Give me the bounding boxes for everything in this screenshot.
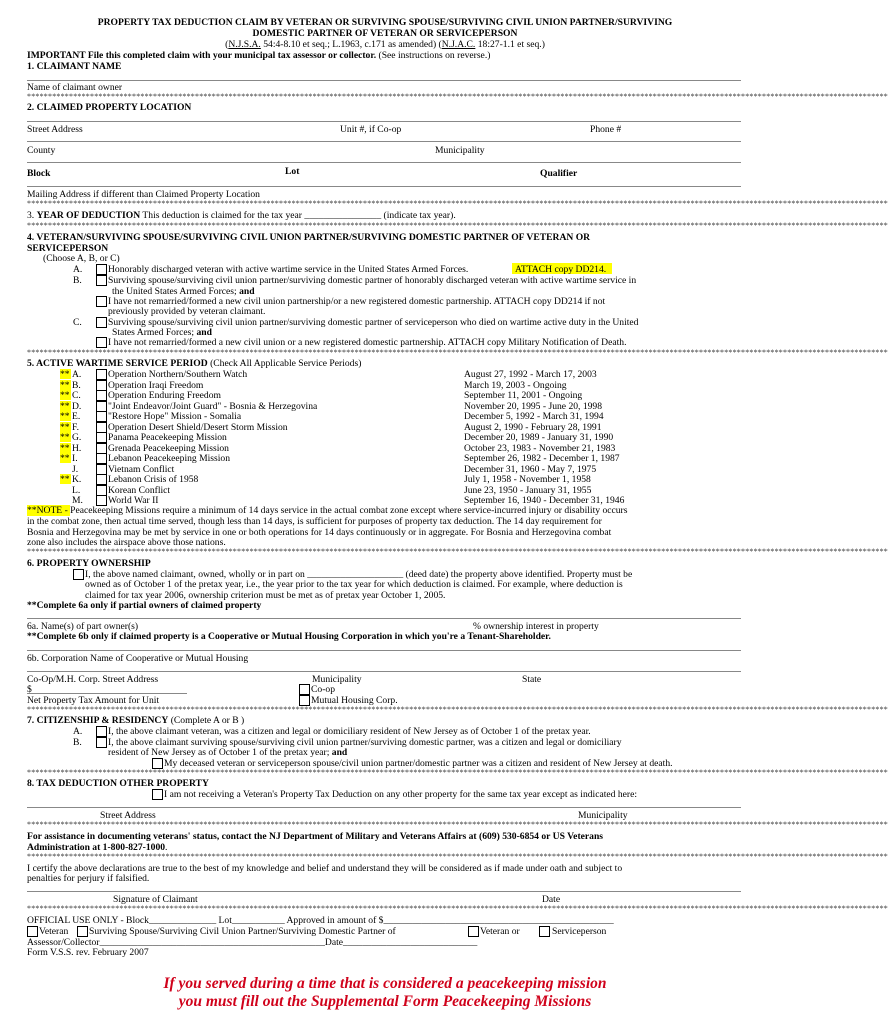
star-divider: ************************************************************************************************************************************************************************************************************* [27,705,888,714]
period-name: "Restore Hope" Mission - Somalia [108,411,242,422]
address-line[interactable] [27,121,741,122]
claimant-name-label: Name of claimant owner [27,82,123,93]
period-name: Panama Peacekeeping Mission [108,432,227,443]
period-dates: August 27, 1992 - March 17, 2003 [464,369,597,380]
important-notice: IMPORTANT File this completed claim with your municipal tax assessor or collector. (See instructions on reverse.) [27,50,491,61]
official-serviceperson-label: Serviceperson [552,926,607,937]
period-checkbox[interactable] [96,380,107,391]
coop-state-label: State [522,674,542,685]
period-letter: M. [72,495,83,506]
star-divider: ************************************************************************************************************************************************************************************************************* [27,221,888,230]
other-street-label: Street Address [100,810,156,821]
section6-heading: 6. PROPERTY OWNERSHIP [27,558,151,569]
option-a-text: Honorably discharged veteran with active wartime service in the United States Armed Forces. [108,264,469,275]
period-marker: ** [60,400,70,412]
signature-line[interactable] [27,891,741,892]
option-7b-text2: resident of New Jersey as of October 1 of the pretax year; and [108,747,348,758]
period-checkbox[interactable] [96,390,107,401]
checkbox-official-veteran-or[interactable] [468,926,479,937]
period-marker: ** [60,442,70,454]
period-checkbox[interactable] [96,369,107,380]
certify-line2: penalties for perjury if falsified. [27,873,150,884]
county-line[interactable] [27,141,741,142]
other-municipality-label: Municipality [578,810,628,821]
net-tax-label: Net Property Tax Amount for Unit [27,695,160,706]
note-line4: zone also includes the airspace above those nations. [27,537,226,548]
assistance-line1: For assistance in documenting veterans' status, contact the NJ Department of Military and Veterans Affairs at (609) 530-6854 or US Veterans [27,831,604,842]
section1-heading: 1. CLAIMANT NAME [27,61,122,72]
period-marker: ** [60,411,70,422]
period-letter: G. [72,432,82,443]
period-letter: C. [72,390,81,401]
section7-heading-row: 7. CITIZENSHIP & RESIDENCY (Complete A or B ) [27,715,245,726]
checkbox-official-surviving[interactable] [77,926,88,937]
choose-instruction: (Choose A, B, or C) [43,253,120,264]
star-divider: ************************************************************************************************************************************************************************************************************* [27,199,888,208]
period-checkbox[interactable] [96,464,107,475]
option-b-text3: I have not remarried/formed a new civil union partnership/or a new registered domestic partnership. ATTACH copy DD214 if not [108,296,606,307]
option-c-letter: C. [73,317,82,328]
note-line1: **NOTE - Peacekeeping Missions require a minimum of 14 days service in the actual combat zone except where service-incurred injury or disability occurs [27,505,628,516]
block-label: Block [27,168,51,179]
section4-heading-line2: SERVICEPERSON [27,243,109,254]
period-name: Grenada Peacekeeping Mission [108,442,229,454]
period-marker: ** [60,474,70,485]
corp-name-line[interactable] [27,650,741,651]
period-letter: H. [72,442,82,454]
checkbox-6[interactable] [73,569,84,580]
period-marker: ** [60,432,70,443]
tax-amount-line[interactable] [27,693,187,694]
section4-heading: 4. VETERAN/SURVIVING SPOUSE/SURVIVING CIVIL UNION PARTNER/SURVIVING DOMESTIC PARTNER OF VETERAN OR [27,232,591,243]
official-veteran-label: Veteran [39,926,69,937]
period-name: Lebanon Crisis of 1958 [108,474,199,485]
star-divider: ************************************************************************************************************************************************************************************************************* [27,547,888,556]
complete-6b: **Complete 6b only if claimed property is a Cooperative or Mutual Housing Corporation in which you're a Tenant-Shareholder. [27,631,551,642]
period-marker: ** [60,421,70,433]
period-dates: October 23, 1983 - November 21, 1983 [464,442,616,454]
note-line2: in the combat zone, then actual time served, though less than 14 days, is sufficient for purposes of property tax deduction. The 14 day requirement for [27,516,602,527]
block-line[interactable] [27,162,741,163]
ownership-text3: claimed for tax year 2006, ownership criterion must be met as of pretax year October 1, 2005. [85,590,446,601]
other-property-text: I am not receiving a Veteran's Property Tax Deduction on any other property for the same tax year except as indicated here: [164,789,638,800]
county-label: County [27,145,56,156]
period-letter: B. [72,379,81,391]
form-title-line2: DOMESTIC PARTNER OF VETERAN OR SERVICEPERSON [252,28,518,39]
checkbox-4c-remarried[interactable] [96,337,107,348]
option-7a-text: I, the above claimant veteran, was a citizen and legal or domiciliary resident of New Jersey as of October 1 of the pretax year. [108,726,591,737]
checkbox-4b[interactable] [96,275,107,286]
option-7a-letter: A. [73,726,83,737]
period-dates: September 11, 2001 - Ongoing [464,390,583,401]
option-b-letter: B. [73,275,82,286]
period-name: Lebanon Peacekeeping Mission [108,453,231,464]
ownership-text1: I, the above named claimant, owned, wholly or in part on ____________________ (deed date) the property above identified. Property must be [85,569,633,580]
period-marker: ** [60,390,70,401]
option-c-text3: I have not remarried/formed a new civil union or a new registered domestic partnership. ATTACH copy Military Notification of Death. [108,337,627,348]
part-owners-label: 6a. Name(s) of part owner(s) [27,621,139,632]
period-dates: August 2, 1990 - February 28, 1991 [464,421,602,433]
period-checkbox[interactable] [96,432,107,443]
star-divider: ************************************************************************************************************************************************************************************************************* [27,852,888,861]
checkbox-8[interactable] [152,789,163,800]
ownership-pct-label: % ownership interest in property [473,621,599,632]
checkbox-official-veteran[interactable] [27,926,38,937]
dollar-sign: $ [27,684,32,695]
checkbox-7a[interactable] [96,726,107,737]
period-dates: September 16, 1940 - December 31, 1946 [464,495,625,506]
period-checkbox[interactable] [96,422,107,433]
official-use-line: OFFICIAL USE ONLY - Block______________ Lot___________ Approved in amount of $________________________________________________ [27,915,614,926]
mailing-address-label: Mailing Address if different than Claimed Property Location [27,189,260,200]
claimant-name-line[interactable] [27,80,741,81]
period-dates: September 26, 1982 - December 1, 1987 [464,453,620,464]
assistance-line2: Administration at 1-800-827-1000. [27,842,168,853]
period-name: World War II [108,495,159,506]
period-dates: June 23, 1950 - January 31, 1955 [464,484,592,496]
period-letter: L. [72,484,81,496]
period-dates: December 5, 1992 - March 31, 1994 [464,411,604,422]
coop-address-line[interactable] [27,671,741,672]
period-checkbox[interactable] [96,443,107,454]
period-checkbox[interactable] [96,411,107,422]
section3: 3. YEAR OF DEDUCTION This deduction is claimed for the tax year ________________ (indicate tax year). [27,210,456,221]
star-divider: ************************************************************************************************************************************************************************************************************* [27,768,888,777]
form-revision: Form V.S.S. rev. February 2007 [27,947,149,958]
statute-citation: (N.J.S.A. 54:4-8.10 et seq.; L.1963, c.171 as amended) (N.J.A.C. 18:27-1.1 et seq.) [225,39,545,50]
coop-label: Co-op [311,684,335,695]
option-7b-letter: B. [73,737,82,748]
official-surviving-label: Surviving Spouse/Surviving Civil Union Partner/Surviving Domestic Partner of [89,926,396,937]
period-name: Operation Enduring Freedom [108,390,221,401]
period-letter: A. [72,369,82,380]
period-marker: ** [60,379,70,391]
period-dates: July 1, 1958 - November 1, 1958 [464,474,591,485]
checkbox-official-serviceperson[interactable] [539,926,550,937]
mutual-housing-label: Mutual Housing Corp. [311,695,398,706]
period-letter: E. [72,411,81,422]
corp-name-label: 6b. Corporation Name of Cooperative or Mutual Housing [27,653,249,664]
option-a-letter: A. [73,264,83,275]
period-name: "Joint Endeavor/Joint Guard" - Bosnia & Herzegovina [108,400,318,412]
period-letter: D. [72,400,82,412]
ownership-text2: owned as of October 1 of the pretax year, i.e., the year prior to the tax year for which deduction is claimed. For example, where deduction is [85,579,623,590]
period-dates: December 20, 1989 - January 31, 1990 [464,432,614,443]
signature-label: Signature of Claimant [113,894,198,905]
attach-dd214: ATTACH copy DD214. [515,264,607,275]
coop-street-label: Co-Op/M.H. Corp. Street Address [27,674,159,685]
period-name: Vietnam Conflict [108,463,175,475]
star-divider: ************************************************************************************************************************************************************************************************************* [27,820,888,829]
period-name: Korean Conflict [108,484,171,496]
unit-label: Unit #, if Co-op [340,124,402,135]
period-letter: F. [72,421,79,433]
peacekeeping-notice-line2: you must fill out the Supplemental Form Peacekeeping Missions [178,993,592,1010]
checkbox-4a[interactable] [96,264,107,275]
assessor-line: Assessor/Collector_______________________________________________Date____________________________ [27,937,478,948]
period-marker: ** [60,369,70,380]
date-label: Date [542,894,561,905]
part-owner-line[interactable] [27,618,741,619]
phone-label: Phone # [590,124,622,135]
checkbox-7b[interactable] [96,737,107,748]
other-property-line[interactable] [27,807,741,808]
section5-heading-row: 5. ACTIVE WARTIME SERVICE PERIOD (Check All Applicable Service Periods) [27,358,362,369]
period-name: Operation Iraqi Freedom [108,379,204,391]
peacekeeping-notice-line1: If you served during a time that is considered a peacekeeping mission [163,975,607,992]
coop-municipality-label: Municipality [312,674,362,685]
star-divider: ************************************************************************************************************************************************************************************************************* [27,92,888,101]
checkbox-4b-remarried[interactable] [96,296,107,307]
period-dates: December 31, 1960 - May 7, 1975 [464,463,597,475]
period-checkbox[interactable] [96,474,107,485]
official-veteran-or-label: Veteran or [480,926,520,937]
option-b-text4: previously provided by veteran claimant. [108,306,266,317]
checkbox-4c[interactable] [96,317,107,328]
note-line3: Bosnia and Herzegovina may be met by service in one or both operations for 14 days continuously or in aggregate. For Bosnia and Herzegovina combat [27,527,612,538]
option-7b-text3: My deceased veteran or serviceperson spouse/civil union partner/domestic partner was a citizen and resident of New Jersey at death. [164,758,673,769]
period-dates: March 19, 2003 - Ongoing [464,379,567,391]
option-b-text2: the United States Armed Forces; and [112,286,255,297]
option-c-text2: States Armed Forces; and [112,327,212,338]
period-name: Operation Northern/Southern Watch [108,369,248,380]
checkbox-coop[interactable] [299,684,310,695]
period-letter: I. [72,453,78,464]
star-divider: ************************************************************************************************************************************************************************************************************* [27,348,888,357]
municipality-label: Municipality [435,145,485,156]
complete-6a: **Complete 6a only if partial owners of claimed property [27,600,262,611]
option-7b-text1: I, the above claimant surviving spouse/surviving civil union partner/surviving domestic partner, was a citizen and legal or domiciliary [108,737,622,748]
option-b-text: Surviving spouse/surviving civil union partner/surviving domestic partner of honorably discharged veteran with active wartime service in [108,275,637,286]
section8-heading: 8. TAX DEDUCTION OTHER PROPERTY [27,778,209,789]
period-dates: November 20, 1995 - June 20, 1998 [464,400,603,412]
period-name: Operation Desert Shield/Desert Storm Mission [108,421,288,433]
period-checkbox[interactable] [96,453,107,464]
period-letter: K. [72,474,82,485]
section2-heading: 2. CLAIMED PROPERTY LOCATION [27,102,192,113]
period-checkbox[interactable] [96,401,107,412]
period-letter: J. [72,463,79,475]
period-checkbox[interactable] [96,485,107,496]
form-title: PROPERTY TAX DEDUCTION CLAIM BY VETERAN OR SURVIVING SPOUSE/SURVIVING CIVIL UNION PARTNER/SURVIVING [97,17,673,28]
period-marker: ** [60,453,70,464]
mailing-line[interactable] [27,186,741,187]
lot-label: Lot [285,166,300,177]
qualifier-label: Qualifier [540,168,578,179]
star-divider: ************************************************************************************************************************************************************************************************************* [27,904,888,913]
street-address-label: Street Address [27,124,83,135]
certify-line1: I certify the above declarations are true to the best of my knowledge and belief and understand they will be considered as if made under oath and subject to [27,863,623,874]
option-c-text: Surviving spouse/surviving civil union partner/surviving domestic partner of serviceperson who died on wartime active duty in the United [108,317,639,328]
